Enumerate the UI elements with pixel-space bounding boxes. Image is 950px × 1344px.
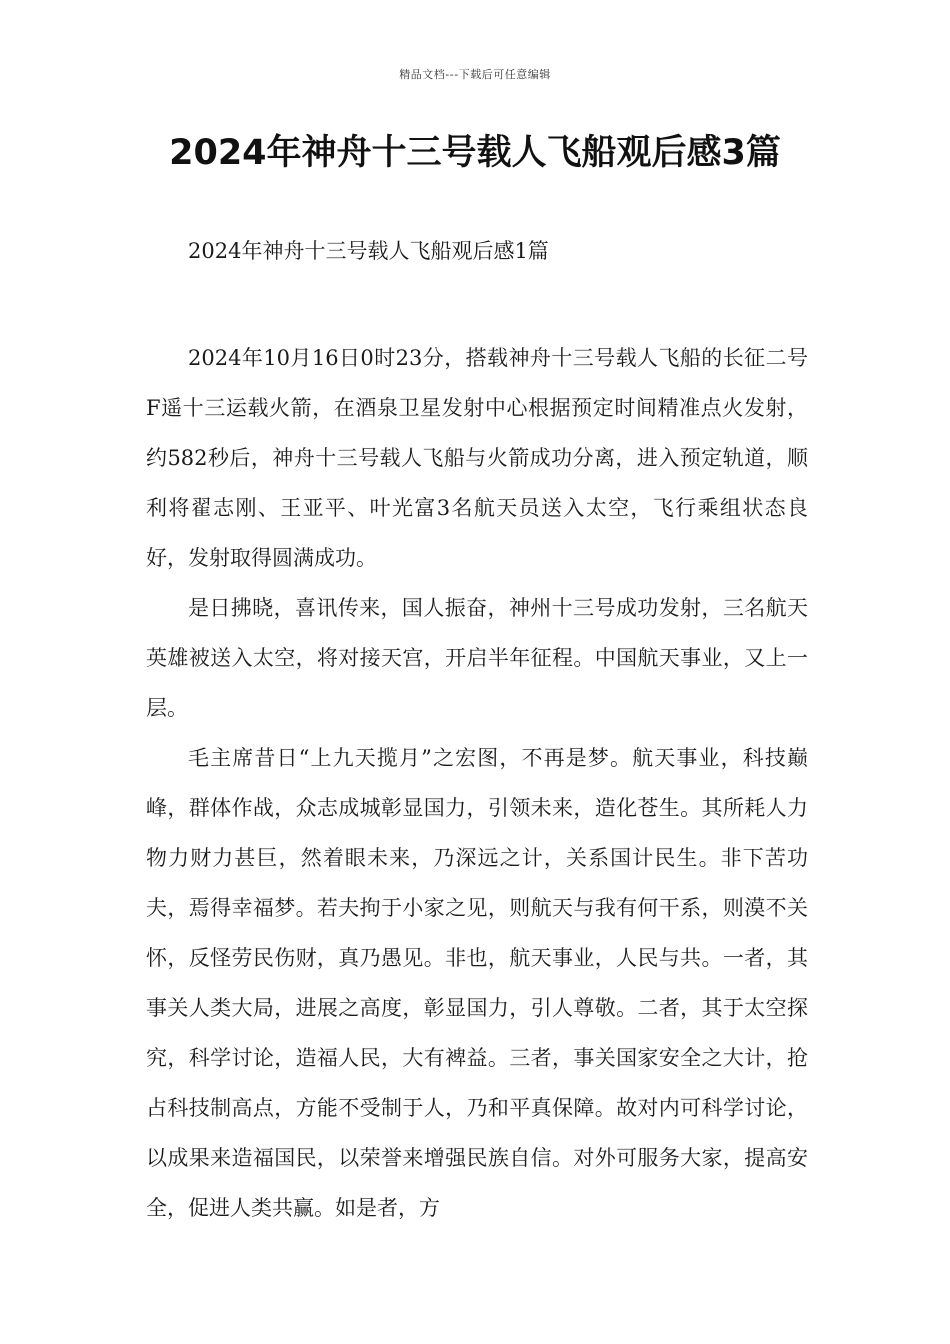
paragraph-2: 是日拂晓，喜讯传来，国人振奋，神州十三号成功发射，三名航天英雄被送入太空，将对接天宫，开启半年征程。中国航天事业，又上一层。	[146, 596, 808, 720]
paragraph-1: 2024年10月16日0时23分，搭载神舟十三号载人飞船的长征二号F遥十三运载火箭，在酒泉卫星发射中心根据预定时间精准点火发射，约582秒后，神舟十三号载人飞船与火箭成功分离，进入预定轨道，顺利将翟志刚、王亚平、叶光富3名航天员送入太空，飞行乘组状态良好，发射取得圆满成功。	[146, 346, 808, 570]
document-title: 2024年神舟十三号载人飞船观后感3篇	[169, 133, 781, 173]
paragraph-3: 毛主席昔日“上九天揽月”之宏图，不再是梦。航天事业，科技巅峰，群体作战，众志成城彰显国力，引领未来，造化苍生。其所耗人力物力财力甚巨，然着眼未来，乃深远之计，关系国计民生。非下苦功夫，焉得幸福梦。若夫拘于小家之见，则航天与我有何干系，则漠不关怀，反怪劳民伤财，真乃愚见。非也，航天事业，人民与共。一者，其事关人类大局，进展之高度，彰显国力，引人尊敬。二者，其于太空探究，科学讨论，造福人民，大有裨益。三者，事关国家安全之大计，抢占科技制高点，方能不受制于人，乃和平真保障。故对内可科学讨论，以成果来造福国民，以荣誉来增强民族自信。对外可服务大家，提高安全，促进人类共赢。如是者，方	[146, 746, 808, 1220]
document-subtitle: 2024年神舟十三号载人飞船观后感1篇	[188, 239, 549, 263]
page-header-note: 精品文档---下载后可任意编辑	[399, 68, 551, 81]
document-body	[146, 333, 808, 1233]
